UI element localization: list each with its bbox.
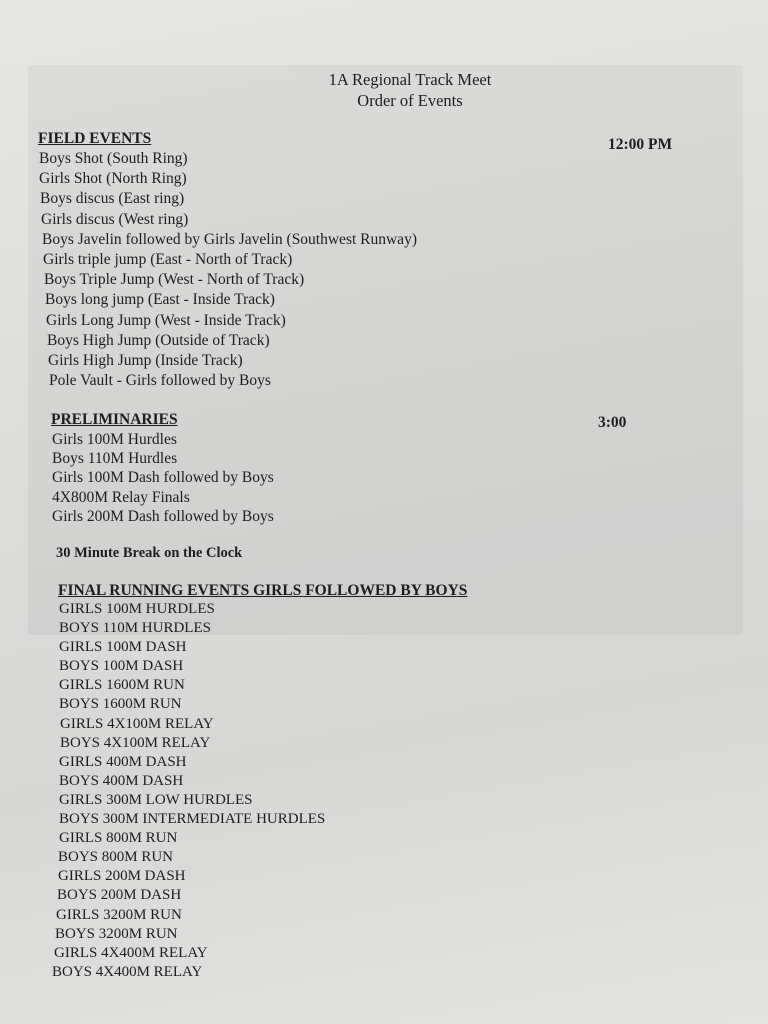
list-item: Girls Long Jump (West - Inside Track) <box>46 311 286 329</box>
final-events-heading: FINAL RUNNING EVENTS GIRLS FOLLOWED BY BOYS <box>58 582 468 599</box>
list-item: Boys Shot (South Ring) <box>39 150 188 167</box>
list-item: Boys long jump (East - Inside Track) <box>45 291 275 309</box>
list-item: GIRLS 4X100M RELAY <box>60 715 214 732</box>
list-item: BOYS 3200M RUN <box>55 925 178 942</box>
list-item: GIRLS 300M LOW HURDLES <box>59 791 253 808</box>
list-item: BOYS 4X100M RELAY <box>60 734 211 751</box>
list-item: Girls 200M Dash followed by Boys <box>52 507 274 525</box>
field-events-list <box>39 149 417 391</box>
list-item: BOYS 4X400M RELAY <box>52 963 203 980</box>
list-item: Boys Javelin followed by Girls Javelin (Southwest Runway) <box>42 230 417 248</box>
field-events-time: 12:00 PM <box>608 136 673 153</box>
preliminaries-list <box>52 430 274 526</box>
list-item: GIRLS 4X400M RELAY <box>54 944 208 961</box>
preliminaries-time: 3:00 <box>598 414 627 431</box>
list-item: Boys discus (East ring) <box>40 190 185 208</box>
list-item: BOYS 200M DASH <box>57 887 182 904</box>
document-title: 1A Regional Track Meet <box>328 70 492 89</box>
list-item: GIRLS 200M DASH <box>58 868 186 885</box>
list-item: BOYS 100M DASH <box>59 658 184 675</box>
list-item: BOYS 800M RUN <box>58 849 174 866</box>
break-note: 30 Minute Break on the Clock <box>56 545 243 561</box>
list-item: BOYS 110M HURDLES <box>59 620 211 637</box>
list-item: Pole Vault - Girls followed by Boys <box>49 372 271 390</box>
list-item: GIRLS 1600M RUN <box>59 677 185 694</box>
list-item: Boys Triple Jump (West - North of Track) <box>44 271 305 289</box>
list-item: Boys 110M Hurdles <box>52 450 178 468</box>
preliminaries-heading: PRELIMINARIES <box>51 411 178 428</box>
list-item: Girls High Jump (Inside Track) <box>48 351 243 369</box>
list-item: GIRLS 100M HURDLES <box>59 601 215 617</box>
list-item: BOYS 300M INTERMEDIATE HURDLES <box>59 811 326 828</box>
final-events-list <box>52 600 326 982</box>
list-item: Boys High Jump (Outside of Track) <box>47 331 270 349</box>
list-item: GIRLS 3200M RUN <box>56 906 182 923</box>
list-item: GIRLS 100M DASH <box>59 639 187 656</box>
list-item: Girls 100M Dash followed by Boys <box>52 469 274 487</box>
list-item: GIRLS 800M RUN <box>59 830 178 847</box>
list-item: GIRLS 400M DASH <box>59 753 187 770</box>
list-item: BOYS 400M DASH <box>59 772 184 789</box>
list-item: 4X800M Relay Finals <box>52 488 190 506</box>
list-item: Girls Shot (North Ring) <box>39 170 187 188</box>
list-item: Girls 100M Hurdles <box>52 431 177 448</box>
field-events-heading: FIELD EVENTS <box>38 130 152 147</box>
list-item: BOYS 1600M RUN <box>59 696 182 713</box>
document-subtitle: Order of Events <box>357 91 463 110</box>
list-item: Girls triple jump (East - North of Track) <box>43 250 293 268</box>
list-item: Girls discus (West ring) <box>41 210 189 228</box>
